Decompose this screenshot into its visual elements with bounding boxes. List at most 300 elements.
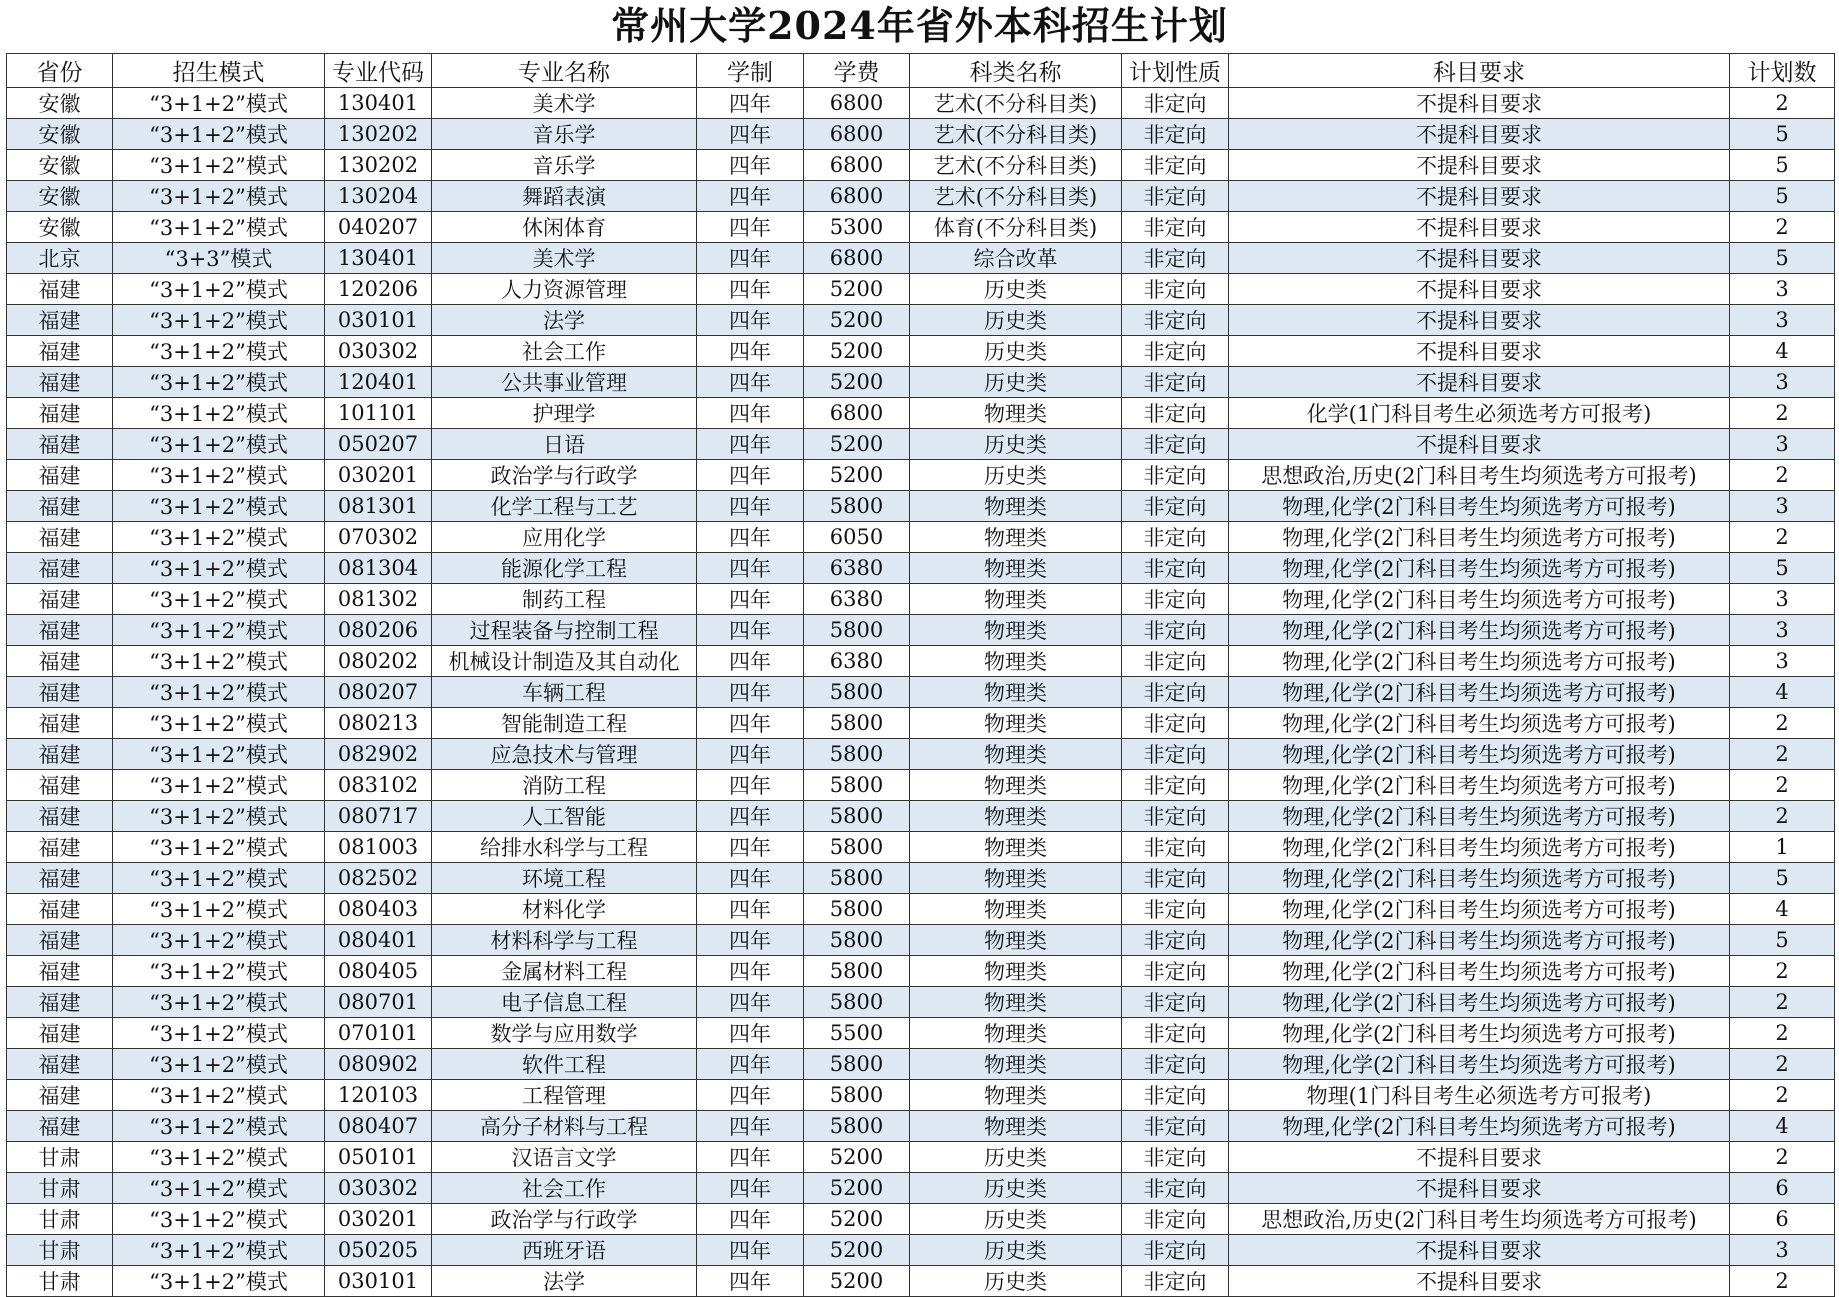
province-cell: 福建 [7, 925, 113, 956]
major-name-cell: 音乐学 [432, 150, 697, 181]
table-row [7, 212, 1835, 243]
subject-requirement-cell: 不提科目要求 [1229, 1142, 1730, 1173]
major-name-cell: 美术学 [432, 243, 697, 274]
category-cell: 物理类 [910, 646, 1122, 677]
province-cell: 福建 [7, 863, 113, 894]
plan-type-cell: 非定向 [1122, 460, 1229, 491]
category-cell: 历史类 [910, 1142, 1122, 1173]
table-row [7, 708, 1835, 739]
province-cell: 福建 [7, 615, 113, 646]
duration-cell: 四年 [697, 522, 804, 553]
province-cell: 福建 [7, 274, 113, 305]
duration-cell: 四年 [697, 181, 804, 212]
major-code-cell: 030201 [325, 460, 432, 491]
subject-requirement-cell: 不提科目要求 [1229, 212, 1730, 243]
plan-type-cell: 非定向 [1122, 801, 1229, 832]
category-cell: 物理类 [910, 1049, 1122, 1080]
plan-count-cell: 3 [1730, 1235, 1835, 1266]
plan-count-cell: 5 [1730, 863, 1835, 894]
mode-cell: “3+1+2”模式 [113, 150, 325, 181]
tuition-cell: 5500 [804, 1018, 910, 1049]
category-cell: 物理类 [910, 925, 1122, 956]
category-cell: 艺术(不分科目类) [910, 150, 1122, 181]
subject-requirement-cell: 不提科目要求 [1229, 1266, 1730, 1297]
province-cell: 福建 [7, 522, 113, 553]
plan-count-cell: 4 [1730, 894, 1835, 925]
subject-requirement-cell: 物理,化学(2门科目考生均须选考方可报考) [1229, 1018, 1730, 1049]
plan-count-cell: 3 [1730, 305, 1835, 336]
province-cell: 安徽 [7, 181, 113, 212]
major-name-cell: 材料化学 [432, 894, 697, 925]
category-cell: 物理类 [910, 832, 1122, 863]
province-cell: 福建 [7, 1080, 113, 1111]
mode-cell: “3+1+2”模式 [113, 863, 325, 894]
subject-requirement-cell: 不提科目要求 [1229, 367, 1730, 398]
tuition-cell: 5800 [804, 615, 910, 646]
tuition-cell: 6380 [804, 584, 910, 615]
tuition-cell: 5800 [804, 832, 910, 863]
major-code-cell: 030101 [325, 1266, 432, 1297]
mode-cell: “3+1+2”模式 [113, 1049, 325, 1080]
major-code-cell: 080401 [325, 925, 432, 956]
mode-cell: “3+1+2”模式 [113, 925, 325, 956]
tuition-cell: 5200 [804, 1266, 910, 1297]
duration-cell: 四年 [697, 1080, 804, 1111]
category-cell: 综合改革 [910, 243, 1122, 274]
tuition-cell: 5800 [804, 677, 910, 708]
major-name-cell: 给排水科学与工程 [432, 832, 697, 863]
table-row [7, 894, 1835, 925]
subject-requirement-cell: 物理,化学(2门科目考生均须选考方可报考) [1229, 956, 1730, 987]
major-code-cell: 080202 [325, 646, 432, 677]
duration-cell: 四年 [697, 212, 804, 243]
tuition-cell: 5200 [804, 336, 910, 367]
province-cell: 甘肃 [7, 1173, 113, 1204]
tuition-cell: 6380 [804, 646, 910, 677]
plan-count-cell: 2 [1730, 398, 1835, 429]
province-cell: 安徽 [7, 119, 113, 150]
header-plan-type: 计划性质 [1122, 54, 1229, 88]
table-row [7, 1111, 1835, 1142]
category-cell: 物理类 [910, 987, 1122, 1018]
plan-type-cell: 非定向 [1122, 646, 1229, 677]
table-row [7, 181, 1835, 212]
mode-cell: “3+1+2”模式 [113, 615, 325, 646]
province-cell: 福建 [7, 894, 113, 925]
plan-type-cell: 非定向 [1122, 739, 1229, 770]
plan-type-cell: 非定向 [1122, 1142, 1229, 1173]
plan-type-cell: 非定向 [1122, 1173, 1229, 1204]
plan-type-cell: 非定向 [1122, 987, 1229, 1018]
province-cell: 福建 [7, 770, 113, 801]
header-major-code: 专业代码 [325, 54, 432, 88]
plan-type-cell: 非定向 [1122, 212, 1229, 243]
subject-requirement-cell: 物理,化学(2门科目考生均须选考方可报考) [1229, 739, 1730, 770]
major-name-cell: 美术学 [432, 88, 697, 119]
plan-type-cell: 非定向 [1122, 336, 1229, 367]
major-code-cell: 050205 [325, 1235, 432, 1266]
plan-type-cell: 非定向 [1122, 1080, 1229, 1111]
plan-type-cell: 非定向 [1122, 181, 1229, 212]
tuition-cell: 6800 [804, 88, 910, 119]
major-name-cell: 数学与应用数学 [432, 1018, 697, 1049]
table-row [7, 150, 1835, 181]
major-code-cell: 082502 [325, 863, 432, 894]
plan-count-cell: 2 [1730, 1018, 1835, 1049]
subject-requirement-cell: 物理,化学(2门科目考生均须选考方可报考) [1229, 553, 1730, 584]
subject-requirement-cell: 不提科目要求 [1229, 181, 1730, 212]
tuition-cell: 5200 [804, 1235, 910, 1266]
plan-type-cell: 非定向 [1122, 708, 1229, 739]
plan-count-cell: 3 [1730, 615, 1835, 646]
major-name-cell: 工程管理 [432, 1080, 697, 1111]
plan-type-cell: 非定向 [1122, 1204, 1229, 1235]
category-cell: 物理类 [910, 1111, 1122, 1142]
major-name-cell: 应用化学 [432, 522, 697, 553]
major-code-cell: 040207 [325, 212, 432, 243]
province-cell: 福建 [7, 801, 113, 832]
plan-type-cell: 非定向 [1122, 398, 1229, 429]
duration-cell: 四年 [697, 708, 804, 739]
tuition-cell: 6050 [804, 522, 910, 553]
duration-cell: 四年 [697, 398, 804, 429]
subject-requirement-cell: 不提科目要求 [1229, 305, 1730, 336]
subject-requirement-cell: 思想政治,历史(2门科目考生均须选考方可报考) [1229, 460, 1730, 491]
mode-cell: “3+1+2”模式 [113, 584, 325, 615]
plan-count-cell: 4 [1730, 1111, 1835, 1142]
header-category: 科类名称 [910, 54, 1122, 88]
duration-cell: 四年 [697, 150, 804, 181]
table-body [7, 88, 1835, 1297]
province-cell: 安徽 [7, 88, 113, 119]
tuition-cell: 5200 [804, 274, 910, 305]
major-code-cell: 080405 [325, 956, 432, 987]
plan-count-cell: 2 [1730, 1080, 1835, 1111]
plan-type-cell: 非定向 [1122, 1235, 1229, 1266]
table-row [7, 491, 1835, 522]
table-row [7, 398, 1835, 429]
subject-requirement-cell: 不提科目要求 [1229, 243, 1730, 274]
duration-cell: 四年 [697, 615, 804, 646]
mode-cell: “3+1+2”模式 [113, 553, 325, 584]
major-code-cell: 120206 [325, 274, 432, 305]
mode-cell: “3+1+2”模式 [113, 801, 325, 832]
subject-requirement-cell: 物理,化学(2门科目考生均须选考方可报考) [1229, 863, 1730, 894]
tuition-cell: 5200 [804, 367, 910, 398]
major-name-cell: 机械设计制造及其自动化 [432, 646, 697, 677]
plan-count-cell: 5 [1730, 243, 1835, 274]
duration-cell: 四年 [697, 1204, 804, 1235]
duration-cell: 四年 [697, 553, 804, 584]
tuition-cell: 5800 [804, 1111, 910, 1142]
table-row [7, 801, 1835, 832]
category-cell: 物理类 [910, 894, 1122, 925]
table-row [7, 274, 1835, 305]
plan-count-cell: 3 [1730, 491, 1835, 522]
duration-cell: 四年 [697, 832, 804, 863]
tuition-cell: 5800 [804, 956, 910, 987]
major-name-cell: 音乐学 [432, 119, 697, 150]
table-row [7, 1018, 1835, 1049]
table-header-row [7, 54, 1835, 88]
table-row [7, 646, 1835, 677]
major-code-cell: 080213 [325, 708, 432, 739]
major-name-cell: 汉语言文学 [432, 1142, 697, 1173]
mode-cell: “3+1+2”模式 [113, 336, 325, 367]
duration-cell: 四年 [697, 119, 804, 150]
plan-type-cell: 非定向 [1122, 88, 1229, 119]
plan-count-cell: 2 [1730, 460, 1835, 491]
plan-type-cell: 非定向 [1122, 1018, 1229, 1049]
major-code-cell: 070101 [325, 1018, 432, 1049]
duration-cell: 四年 [697, 584, 804, 615]
subject-requirement-cell: 不提科目要求 [1229, 1235, 1730, 1266]
duration-cell: 四年 [697, 1111, 804, 1142]
page-title: 常州大学2024年省外本科招生计划 [611, 3, 1228, 48]
major-code-cell: 080717 [325, 801, 432, 832]
table-row [7, 987, 1835, 1018]
table-row [7, 553, 1835, 584]
category-cell: 物理类 [910, 770, 1122, 801]
major-name-cell: 社会工作 [432, 336, 697, 367]
major-code-cell: 101101 [325, 398, 432, 429]
category-cell: 物理类 [910, 677, 1122, 708]
major-name-cell: 社会工作 [432, 1173, 697, 1204]
table-row [7, 305, 1835, 336]
mode-cell: “3+1+2”模式 [113, 274, 325, 305]
province-cell: 福建 [7, 739, 113, 770]
plan-type-cell: 非定向 [1122, 894, 1229, 925]
mode-cell: “3+1+2”模式 [113, 1266, 325, 1297]
table-row [7, 739, 1835, 770]
mode-cell: “3+1+2”模式 [113, 88, 325, 119]
duration-cell: 四年 [697, 770, 804, 801]
duration-cell: 四年 [697, 429, 804, 460]
major-code-cell: 082902 [325, 739, 432, 770]
province-cell: 甘肃 [7, 1204, 113, 1235]
major-name-cell: 电子信息工程 [432, 987, 697, 1018]
mode-cell: “3+1+2”模式 [113, 987, 325, 1018]
plan-type-cell: 非定向 [1122, 522, 1229, 553]
major-name-cell: 人工智能 [432, 801, 697, 832]
category-cell: 历史类 [910, 1173, 1122, 1204]
mode-cell: “3+1+2”模式 [113, 1204, 325, 1235]
table-row [7, 1173, 1835, 1204]
tuition-cell: 6800 [804, 150, 910, 181]
province-cell: 福建 [7, 987, 113, 1018]
tuition-cell: 5800 [804, 925, 910, 956]
category-cell: 历史类 [910, 429, 1122, 460]
tuition-cell: 5800 [804, 894, 910, 925]
plan-count-cell: 2 [1730, 1049, 1835, 1080]
major-code-cell: 083102 [325, 770, 432, 801]
plan-count-cell: 2 [1730, 522, 1835, 553]
plan-count-cell: 2 [1730, 739, 1835, 770]
province-cell: 福建 [7, 460, 113, 491]
province-cell: 福建 [7, 1018, 113, 1049]
plan-count-cell: 3 [1730, 429, 1835, 460]
table-row [7, 1266, 1835, 1297]
subject-requirement-cell: 不提科目要求 [1229, 150, 1730, 181]
major-name-cell: 制药工程 [432, 584, 697, 615]
plan-count-cell: 5 [1730, 553, 1835, 584]
duration-cell: 四年 [697, 491, 804, 522]
table-row [7, 770, 1835, 801]
mode-cell: “3+1+2”模式 [113, 491, 325, 522]
mode-cell: “3+1+2”模式 [113, 646, 325, 677]
plan-count-cell: 3 [1730, 274, 1835, 305]
table-row [7, 429, 1835, 460]
plan-type-cell: 非定向 [1122, 925, 1229, 956]
major-code-cell: 120401 [325, 367, 432, 398]
category-cell: 物理类 [910, 739, 1122, 770]
table-row [7, 615, 1835, 646]
table-row [7, 863, 1835, 894]
table-row [7, 677, 1835, 708]
duration-cell: 四年 [697, 460, 804, 491]
tuition-cell: 6800 [804, 243, 910, 274]
tuition-cell: 6800 [804, 181, 910, 212]
mode-cell: “3+1+2”模式 [113, 522, 325, 553]
table-row [7, 88, 1835, 119]
category-cell: 艺术(不分科目类) [910, 119, 1122, 150]
duration-cell: 四年 [697, 1173, 804, 1204]
plan-type-cell: 非定向 [1122, 1049, 1229, 1080]
tuition-cell: 5200 [804, 305, 910, 336]
table-row [7, 1235, 1835, 1266]
category-cell: 物理类 [910, 956, 1122, 987]
major-name-cell: 软件工程 [432, 1049, 697, 1080]
plan-type-cell: 非定向 [1122, 863, 1229, 894]
plan-type-cell: 非定向 [1122, 584, 1229, 615]
mode-cell: “3+1+2”模式 [113, 770, 325, 801]
mode-cell: “3+1+2”模式 [113, 119, 325, 150]
major-name-cell: 消防工程 [432, 770, 697, 801]
subject-requirement-cell: 物理,化学(2门科目考生均须选考方可报考) [1229, 677, 1730, 708]
duration-cell: 四年 [697, 88, 804, 119]
mode-cell: “3+1+2”模式 [113, 677, 325, 708]
table-row [7, 1142, 1835, 1173]
major-code-cell: 081003 [325, 832, 432, 863]
major-code-cell: 081304 [325, 553, 432, 584]
category-cell: 物理类 [910, 553, 1122, 584]
major-name-cell: 西班牙语 [432, 1235, 697, 1266]
subject-requirement-cell: 不提科目要求 [1229, 119, 1730, 150]
table-row [7, 956, 1835, 987]
table-row [7, 460, 1835, 491]
category-cell: 物理类 [910, 801, 1122, 832]
major-code-cell: 130202 [325, 150, 432, 181]
tuition-cell: 6800 [804, 398, 910, 429]
plan-count-cell: 6 [1730, 1204, 1835, 1235]
duration-cell: 四年 [697, 1142, 804, 1173]
duration-cell: 四年 [697, 956, 804, 987]
category-cell: 艺术(不分科目类) [910, 181, 1122, 212]
plan-count-cell: 1 [1730, 832, 1835, 863]
major-name-cell: 公共事业管理 [432, 367, 697, 398]
tuition-cell: 5800 [804, 863, 910, 894]
plan-count-cell: 2 [1730, 88, 1835, 119]
major-name-cell: 车辆工程 [432, 677, 697, 708]
plan-count-cell: 2 [1730, 1142, 1835, 1173]
subject-requirement-cell: 物理,化学(2门科目考生均须选考方可报考) [1229, 646, 1730, 677]
major-name-cell: 法学 [432, 305, 697, 336]
duration-cell: 四年 [697, 1018, 804, 1049]
category-cell: 历史类 [910, 336, 1122, 367]
subject-requirement-cell: 思想政治,历史(2门科目考生均须选考方可报考) [1229, 1204, 1730, 1235]
province-cell: 福建 [7, 305, 113, 336]
mode-cell: “3+3”模式 [113, 243, 325, 274]
subject-requirement-cell: 物理,化学(2门科目考生均须选考方可报考) [1229, 987, 1730, 1018]
category-cell: 物理类 [910, 491, 1122, 522]
plan-count-cell: 3 [1730, 367, 1835, 398]
subject-requirement-cell: 物理,化学(2门科目考生均须选考方可报考) [1229, 894, 1730, 925]
duration-cell: 四年 [697, 987, 804, 1018]
plan-count-cell: 5 [1730, 925, 1835, 956]
major-code-cell: 080403 [325, 894, 432, 925]
major-name-cell: 材料科学与工程 [432, 925, 697, 956]
plan-type-cell: 非定向 [1122, 677, 1229, 708]
mode-cell: “3+1+2”模式 [113, 181, 325, 212]
major-name-cell: 法学 [432, 1266, 697, 1297]
subject-requirement-cell: 物理(1门科目考生必须选考方可报考) [1229, 1080, 1730, 1111]
province-cell: 福建 [7, 646, 113, 677]
tuition-cell: 5800 [804, 708, 910, 739]
major-code-cell: 080701 [325, 987, 432, 1018]
major-code-cell: 120103 [325, 1080, 432, 1111]
duration-cell: 四年 [697, 739, 804, 770]
plan-count-cell: 3 [1730, 646, 1835, 677]
duration-cell: 四年 [697, 274, 804, 305]
tuition-cell: 5300 [804, 212, 910, 243]
tuition-cell: 5800 [804, 987, 910, 1018]
province-cell: 甘肃 [7, 1266, 113, 1297]
category-cell: 艺术(不分科目类) [910, 88, 1122, 119]
plan-count-cell: 2 [1730, 956, 1835, 987]
major-code-cell: 030101 [325, 305, 432, 336]
province-cell: 福建 [7, 1049, 113, 1080]
subject-requirement-cell: 物理,化学(2门科目考生均须选考方可报考) [1229, 615, 1730, 646]
duration-cell: 四年 [697, 801, 804, 832]
plan-type-cell: 非定向 [1122, 956, 1229, 987]
category-cell: 历史类 [910, 367, 1122, 398]
province-cell: 福建 [7, 677, 113, 708]
mode-cell: “3+1+2”模式 [113, 305, 325, 336]
mode-cell: “3+1+2”模式 [113, 429, 325, 460]
plan-type-cell: 非定向 [1122, 119, 1229, 150]
header-plan-count: 计划数 [1730, 54, 1835, 88]
header-province: 省份 [7, 54, 113, 88]
plan-type-cell: 非定向 [1122, 770, 1229, 801]
plan-type-cell: 非定向 [1122, 1266, 1229, 1297]
tuition-cell: 5800 [804, 1080, 910, 1111]
mode-cell: “3+1+2”模式 [113, 398, 325, 429]
major-code-cell: 080207 [325, 677, 432, 708]
subject-requirement-cell: 物理,化学(2门科目考生均须选考方可报考) [1229, 708, 1730, 739]
category-cell: 物理类 [910, 863, 1122, 894]
duration-cell: 四年 [697, 646, 804, 677]
plan-type-cell: 非定向 [1122, 615, 1229, 646]
subject-requirement-cell: 物理,化学(2门科目考生均须选考方可报考) [1229, 1049, 1730, 1080]
category-cell: 物理类 [910, 615, 1122, 646]
major-code-cell: 081302 [325, 584, 432, 615]
mode-cell: “3+1+2”模式 [113, 460, 325, 491]
plan-type-cell: 非定向 [1122, 832, 1229, 863]
province-cell: 福建 [7, 491, 113, 522]
major-code-cell: 130401 [325, 243, 432, 274]
mode-cell: “3+1+2”模式 [113, 1018, 325, 1049]
header-major-name: 专业名称 [432, 54, 697, 88]
